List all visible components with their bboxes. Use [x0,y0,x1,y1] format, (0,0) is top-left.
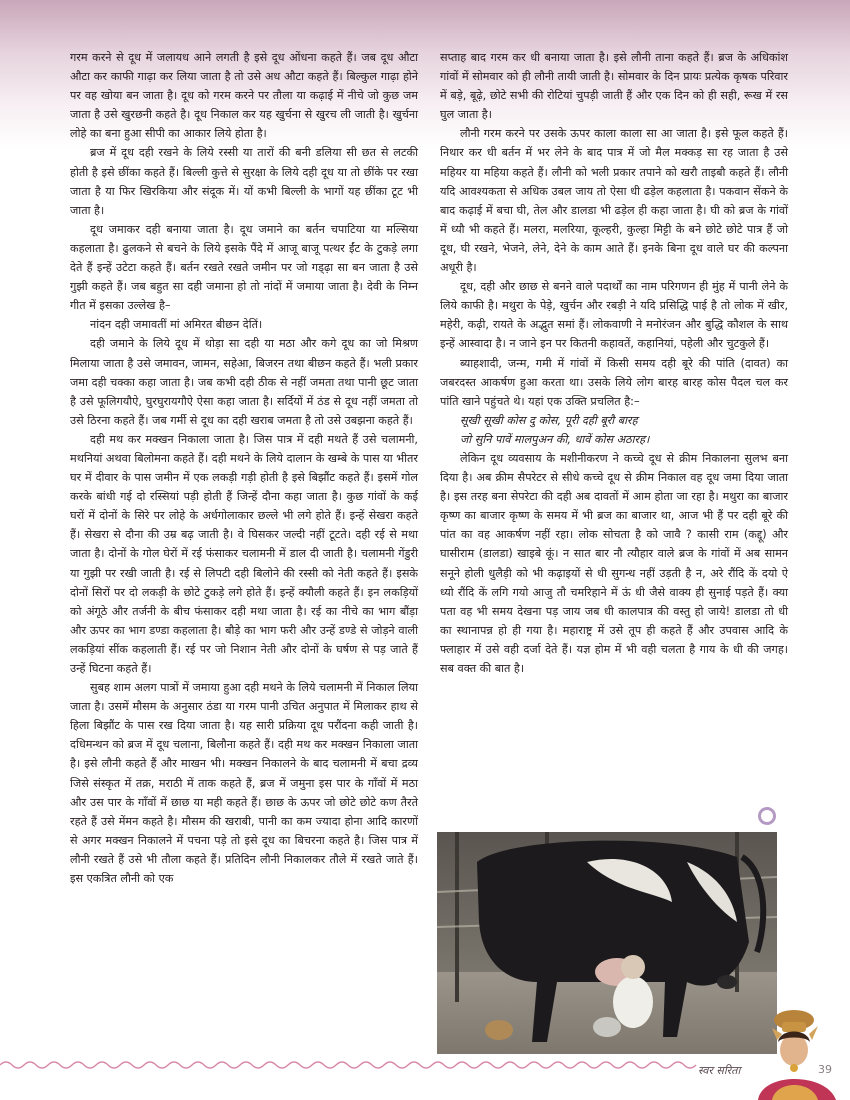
paragraph: दही जमाने के लिये दूध में थोड़ा सा दही या मठा और कगे दूध का जो मिश्रण मिलाया जाता है उसे जमावन, जामन, सहेआ, बिजरन तथा बीछन कहते हैं। भली प्रकार जमा दही चक्का कहा जाता है। जब कभी दही ठीक से नहीं जमता तथा पानी छूट जाता है उसे फूलिगयौऐ, घुरघुरायगौऐ ऐसा कहा जाता है। सर्दियों में ठंड से दूध नहीं जमता तो उसे ठिरना कहते हैं। जब गर्मी से दूध का दही खराब जमता है तो उसे उबझना कहते हैं। [70,337,418,427]
paragraph: ब्रज में दूध दही रखने के लिये रस्सी या तारों की बनी डलिया सी छत से लटकी होती है इसे छींका कहते हैं। बिल्ली कुत्ते से सुरक्षा के लिये दही दूध या तो छींके पर रखा जाता है या फिर खिरकिया और संदूक में। यों कभी बिल्ली के भागों यह छींका टूट भी जाता है। [70,146,418,217]
paragraph: सप्ताह बाद गरम कर धी बनाया जाता है। इसे लौनी ताना कहते हैं। ब्रज के अधिकांश गांवों में सोमवार को ही लौनी तायी जाती है। सोमवार के दिन प्रायः प्रत्येक कृषक परिवार में बड़े, बूढ़े, छोटे सभी की रोटियां चुपड़ी जाती हैं और एक दिन को ही सही, रूख में रस घुल जाता है। [440,51,788,122]
paragraph: ब्याहशादी, जन्म, गमी में गांवों में किसी समय दही बूरे की पांति (दावत) का जबरदस्त आकर्षण हुआ करता था। उसके लिये लोग बारह बारह कोस पैदल चल कर पांति खाने पहुंचते थे। यहां एक उक्ति प्रचलित है:– [440,356,788,408]
paragraph: दूध जमाकर दही बनाया जाता है। दूध जमाने का बर्तन चपाटिया या मल्सिया कहलाता है। ढुलकने से बचने के लिये इसके पैंदे में आजू बाजू पत्थर ईंट के टुकड़े लगा देते हैं इन्हें उटेटा कहते हैं। बर्तन रखते रखते जमीन पर जो गड्ढ़ा सा बन जाता है उसे गुझी कहते हैं। जब बहुत सा दही जमाना हो तो नांदों में जमाया जाता है। देवी के निम्न गीत में इसका उल्लेख है– [70,222,418,313]
verse-line: जो सुनि पावें मालपुअन की, धावें कोस अठारह। [460,432,650,446]
paragraph: लेकिन दूध व्यवसाय के मशीनीकरण ने कच्चे दूध से क्रीम निकालना सुलभ बना दिया है। अब क्रीम सैपरेटर से सीधे कच्चे दूध से क्रीम निकाल वह दूध जमा दिया जाता है। इस तरह बना सेपरेटा की दही अब दावतों में आम होता जा रहा है। मथुरा का बाजार कृष्ण का बाजार कृष्ण के समय में भी ब्रज का बाजार था, आज भी हैं पर दही बूरे की पांत का वह आकर्षण नहीं रहा। लोक सोचता है को जावै ? कासी राम (कद्दू) और घासीराम (डालडा) खाइबे कूं। न सात बार नौ त्यौहार वाले ब्रज के गांवों में अब सामन सनूने होली धुलैड़ी को भी कढ़ाइयों से धी सुगन्ध नहीं उड़ती है न, अरे रौंदि कें दयो ऐ ध्यो रौंदि कें लगि गयो आजु तौ चमरिहाने में ऊं धी जैसे वाक्य ही सुनाई पड़ते हैं। क्या पता वह भी समय देखना पड़ जाय जब धी कालपात्र की वस्तु हो जाये! डालडा तो धी का स्थानापन्न हो ही गया है। महाराष्ट्र में उसे तूप ही कहते हैं और उपवास आदि के फ्लाहार में उसे वही दर्जा देते हैं। यज्ञ होम में भी वही चलता है गाय के धी की जगह। सब वक्त की बात है। [440,451,788,675]
magazine-name: स्वर सरिता [698,1064,741,1077]
woman-with-pot-illustration [752,1010,850,1100]
decorative-ring-icon [758,807,776,825]
footer-wave-border [0,1058,700,1072]
verse-line: नांदन दही जमावतीं मां अमिरत बीछन देतिं। [90,318,263,332]
page-number: 39 [818,1063,832,1076]
right-column [440,48,788,678]
left-column [70,48,418,888]
paragraph: दूध, दही और छाछ से बनने वाले पदार्थों का नाम परिगणन ही मुंह में पानी लेने के लिये काफी है। मथुरा के पेड़े, खुर्चन और रबड़ी ने यदि प्रसिद्धि पाई है तो लोक में खीर, महेरी, कढ़ी, रायते के अद्भुत समां हैं। लोकवाणी ने मनोरंजन और बुद्धि कौशल के साथ इन्हें आस्वादा है। न जाने इन पर कितनी कहावतें, कहानियां, पहेली और चुटकुले हैं। [440,280,788,351]
paragraph: दही मथ कर मक्खन निकाला जाता है। जिस पात्र में दही मथते हैं उसे चलामनी, मथनियां अथवा बिलोमना कहते हैं। दही मथने के लिये दालान के खम्बे के पास या भीतर घर में दीवार के पास जमीन में एक लकड़ी गड़ी होती है इसे बिझौंट कहते हैं। इसमें गोल करके बांधी गई दो रस्सियां पड़ी होती हैं जिन्हें दौना कहा जाता है। कुछ गांवों के कई घरों में दोनों के सिरे पर लोहे के अर्धगोलाकार छल्ले भी लगे होते हैं। इन्हें सेखरा कहते हैं। सेखरा से दौना की उम्र बढ़ जाती है। वे घिसकर जल्दी नहीं टूटते। दही रई से मथा जाता है। दोनों के गोल घेरों में रई फंसाकर चलामनी में डाल दी जाती है। चलामनी गेंडुरी या गुझी पर रखी जाती है। रई से लिपटी दही बिलोने की रस्सी को नेती कहते हैं। इसके दोनों सिरों पर दो लकड़ी के छोटे टुकड़े लगे होते हैं। इन्हें क्यौली कहते हैं। इन लकड़ियों को अंगूठे और तर्जनी के बीच फंसाकर दही मथा जाता है। रई का नीचे का भाग बौंड़ा और ऊपर का भाग डण्डा कहलाता है। बौड़े का भाग फरी और उन्हें डण्डे से जोड़ने वाली लकड़ियां सींक कहलाती हैं। रई पर जो निशान नेती और दोनों के घर्षण से पड़ जाते हैं उन्हें घिटना कहते हैं। [70,432,418,675]
cow-milking-photo [437,832,777,1054]
paragraph: लौनी गरम करने पर उसके ऊपर काला काला सा आ जाता है। इसे फूल कहते हैं। निथार कर धी बर्तन में भर लेने के बाद पात्र में जो मैल मक्कड़ सा रह जाता है उसे महियर या महिया कहते हैं। लौनी को भली प्रकार तपाने को खरौ ताइबौ कहते हैं। लौनी यदि आवश्यकता से अधिक उबल जाय तो ऐसा धी ढड़ेल कहलाता है। पकवान सेंकने के बाद कढ़ाई में बचा घी, तेल और डालडा भी ढड़ेल ही कहा जाता है। घी को ब्रज के गांवों में ध्यौ भी कहते हैं। मलरा, मलरिया, कूल्हरी, कुल्हा मिट्टी के बने छोटे छोटे पात्र हैं जो दूध, घी रखने, भेजने, लेने, देने के काम आते हैं। इनके बिना दूध वाले घर की कल्पना अधूरी है। [440,127,788,275]
verse-line: सूखी सूखी कोस दु कोस, पूरी दही बूरौ बारह [460,413,638,427]
paragraph: सुबह शाम अलग पात्रों में जमाया हुआ दही मथने के लिये चलामनी में निकाल लिया जाता है। उसमें मौसम के अनुसार ठंडा या गरम पानी उचित अनुपात में मिलाकर हाथ से हिला बिझौंट के पास रख दिया जाता है। यह सारी प्रक्रिया दूध परौंदना कही जाती है। दधिमन्थन को ब्रज में दूध चलाना, बिलौना कहते हैं। दही मथ कर मक्खन निकाला जाता है। इसे लौनी कहते हैं और माखन भी। मक्खन निकालने के बाद चलामनी में बचा द्रव्य जिसे संस्कृत में तक्र, मराठी में ताक कहते हैं, ब्रज में जमुना इस पार के गाँवों में मठा और उस पार के गाँवों में छाछ या मही कहते हैं। छाछ के ऊपर जो छोटे छोटे कण तैरते रहते हैं उसे मेंमन कहते है। मौसम की खराबी, पानी का कम ज्यादा होना आदि कारणों से अगर मक्खन निकालने में पचना पड़े तो इसे दूध का बिचरना कहते है। जिस पात्र में लौनी रखते हैं उसे भी तौला कहते हैं। प्रतिदिन लौनी निकालकर तौले में रखते जाते हैं। इस एकत्रित लौनी को एक [70,681,418,886]
paragraph: गरम करने से दूध में जलायध आने लगती है इसे दूध ओंधना कहते हैं। जब दूध औटा औटा कर काफी गाढ़ा कर लिया जाता है तो उसे अध औटा कहते हैं। बिल्कुल गाढ़ा होने पर वह खोया बन जाता है। दूध को गरम करने पर तौला या कढ़ाई में नीचे जो कुछ जम जाता है उसे खुरछनी कहते है। दूध निकाल कर यह खुर्चना से खुरच ली जाती है। खुर्चना लोहे का बना हुआ सीपी का आकार लिये होता है। [70,51,418,141]
